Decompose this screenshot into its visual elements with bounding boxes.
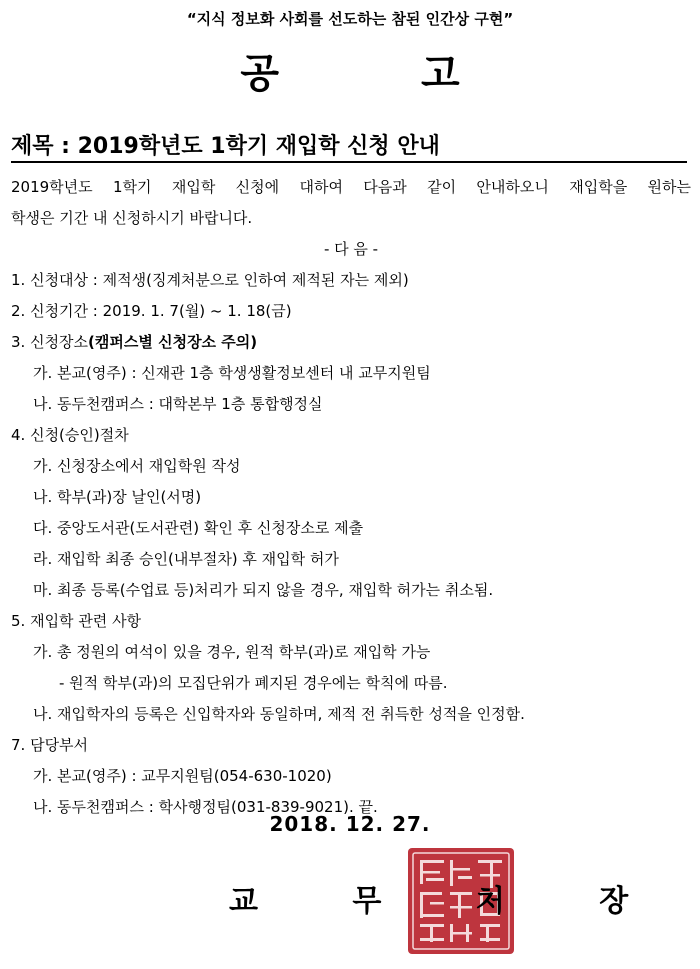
item-proc-e: 마. 최종 등록(수업료 등)처리가 되지 않을 경우, 재입학 허가는 취소됨. [33,581,494,599]
item-proc-a: 가. 신청장소에서 재입학원 작성 [33,457,241,475]
item-contact: 7. 담당부서 [11,736,89,754]
notice-date: 2018. 12. 27. [269,812,431,836]
section-divider: - 다 음 - [323,240,379,258]
title-underline [11,161,687,163]
item-related: 5. 재입학 관련 사항 [11,612,142,630]
item-proc-b: 나. 학부(과)장 날인(서명) [33,488,202,506]
item-place-label: 3. 신청장소 [11,333,89,351]
item-place-note: (캠퍼스별 신청장소 주의) [88,333,258,351]
intro-text: 2019학년도 1학기 재입학 신청에 대하여 다음과 같이 안내하오니 재입학을 원하는 [11,178,691,196]
item-proc-c: 다. 중앙도서관(도서관련) 확인 후 신청장소로 제출 [33,519,364,537]
item-period: 2. 신청기간 : 2019. 1. 7(월) ~ 1. 18(금) [11,302,292,320]
notice-heading: 공 고 [240,51,524,97]
item-target: 1. 신청대상 : 제적생(징계처분으로 인하여 제적된 자는 제외) [11,271,409,289]
item-rel-a-note: - 원적 학부(과)의 모집단위가 폐지된 경우에는 학칙에 따름. [59,674,448,692]
item-contact-b: 나. 동두천캠퍼스 : 학사행정팀(031-839-9021). 끝. [33,798,378,816]
slogan: “지식 정보화 사회를 선도하는 참된 인간상 구현” [186,10,514,28]
item-place [11,327,691,358]
item-procedure: 4. 신청(승인)절차 [11,426,129,444]
item-place-b: 나. 동두천캠퍼스 : 대학본부 1층 통합행정실 [33,395,323,413]
subject-title: 제목 : 2019학년도 1학기 재입학 신청 안내 [11,134,440,159]
notice-body [11,172,691,823]
item-rel-b: 나. 재입학자의 등록은 신입학자와 동일하며, 제적 전 취득한 성적을 인정함. [33,705,525,723]
issuer-name: 교 무 처 장 [229,884,671,919]
item-contact-a: 가. 본교(영주) : 교무지원팀(054-630-1020) [33,767,332,785]
item-rel-a: 가. 총 정원의 여석이 있을 경우, 원적 학부(과)로 재입학 가능 [33,643,431,661]
intro-text-cont: 학생은 기간 내 신청하시기 바랍니다. [11,209,253,227]
item-proc-d: 라. 재입학 최종 승인(내부절차) 후 재입학 허가 [33,550,339,568]
item-place-a: 가. 본교(영주) : 신재관 1층 학생생활정보센터 내 교무지원팀 [33,364,431,382]
